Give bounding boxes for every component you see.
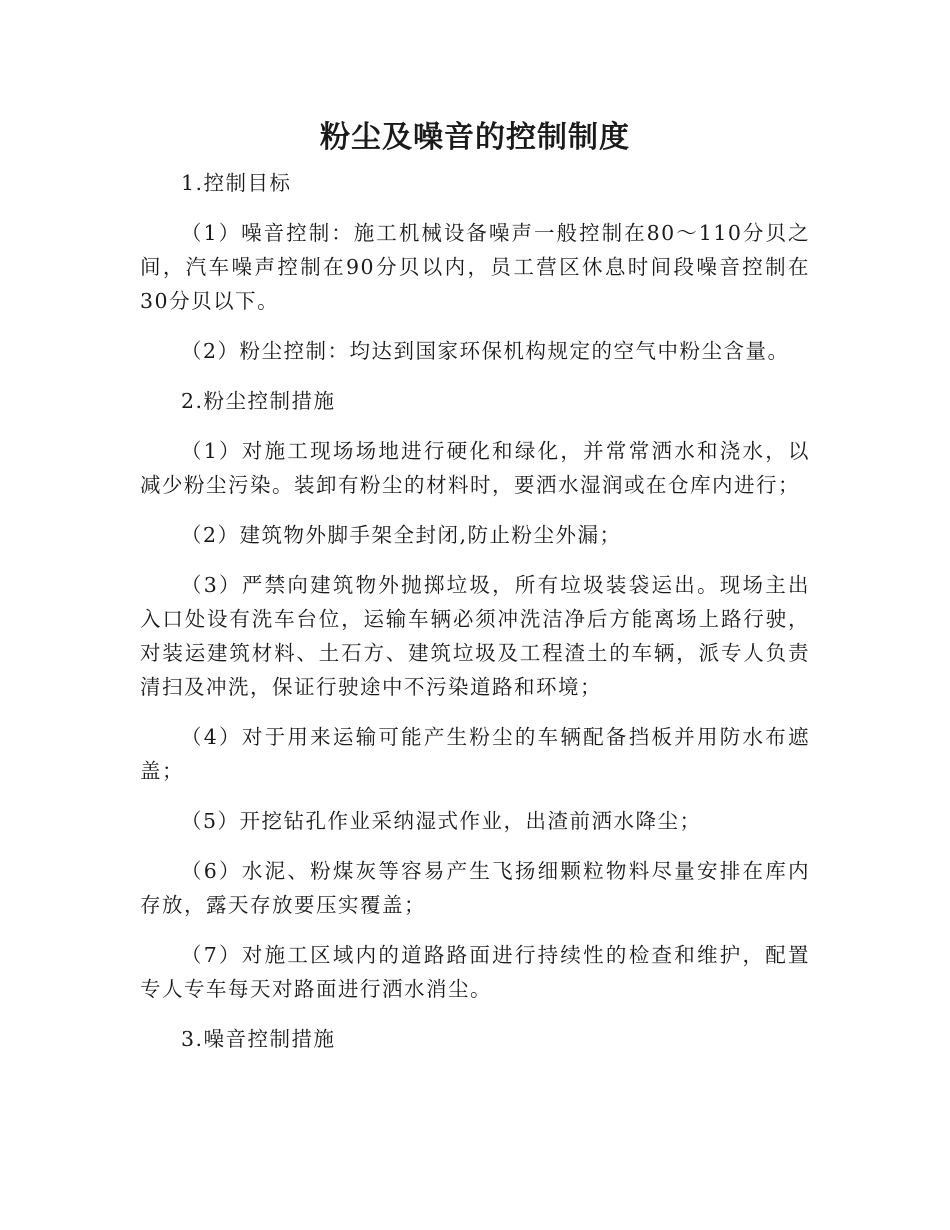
document-title: 粉尘及噪音的控制制度: [320, 120, 630, 155]
paragraph-dust-control-goal: （2）粉尘控制：均达到国家环保机构规定的空气中粉尘含量。: [181, 339, 790, 363]
section-heading-dust-measures: 2.粉尘控制措施: [181, 389, 336, 413]
paragraph-dust-measure-6: （6）水泥、粉煤灰等容易产生飞扬细颗粒物料尽量安排在库内存放，露天存放要压实覆盖；: [140, 859, 810, 917]
document-body: [140, 166, 810, 1056]
paragraph-dust-measure-3: （3）严禁向建筑物外抛掷垃圾，所有垃圾装袋运出。现场主出入口处设有洗车台位，运输车辆必须冲洗洁净后方能离场上路行驶，对装运建筑材料、土石方、建筑垃圾及工程渣土的车辆，派专人负责清扫及冲洗，保证行驶途中不污染道路和环境；: [140, 573, 810, 699]
paragraph-dust-measure-7: （7）对施工区域内的道路路面进行持续性的检查和维护，配置专人专车每天对路面进行洒水消尘。: [140, 943, 810, 1001]
paragraph-dust-measure-5: （5）开挖钻孔作业采纳湿式作业，出渣前洒水降尘；: [181, 809, 702, 833]
section-heading-noise-measures: 3.噪音控制措施: [181, 1027, 336, 1051]
paragraph-noise-control-goal: （1）噪音控制：施工机械设备噪声一般控制在80～110分贝之间，汽车噪声控制在90分贝以内，员工营区休息时间段噪音控制在30分贝以下。: [140, 221, 810, 313]
section-heading-control-goals: 1.控制目标: [181, 171, 292, 195]
paragraph-dust-measure-4: （4）对于用来运输可能产生粉尘的车辆配备挡板并用防水布遮盖；: [140, 725, 810, 783]
paragraph-dust-measure-1: （1）对施工现场场地进行硬化和绿化，并常常洒水和浇水，以减少粉尘污染。装卸有粉尘的材料时，要洒水湿润或在仓库内进行；: [140, 439, 810, 497]
paragraph-dust-measure-2: （2）建筑物外脚手架全封闭,防止粉尘外漏；: [181, 523, 622, 547]
